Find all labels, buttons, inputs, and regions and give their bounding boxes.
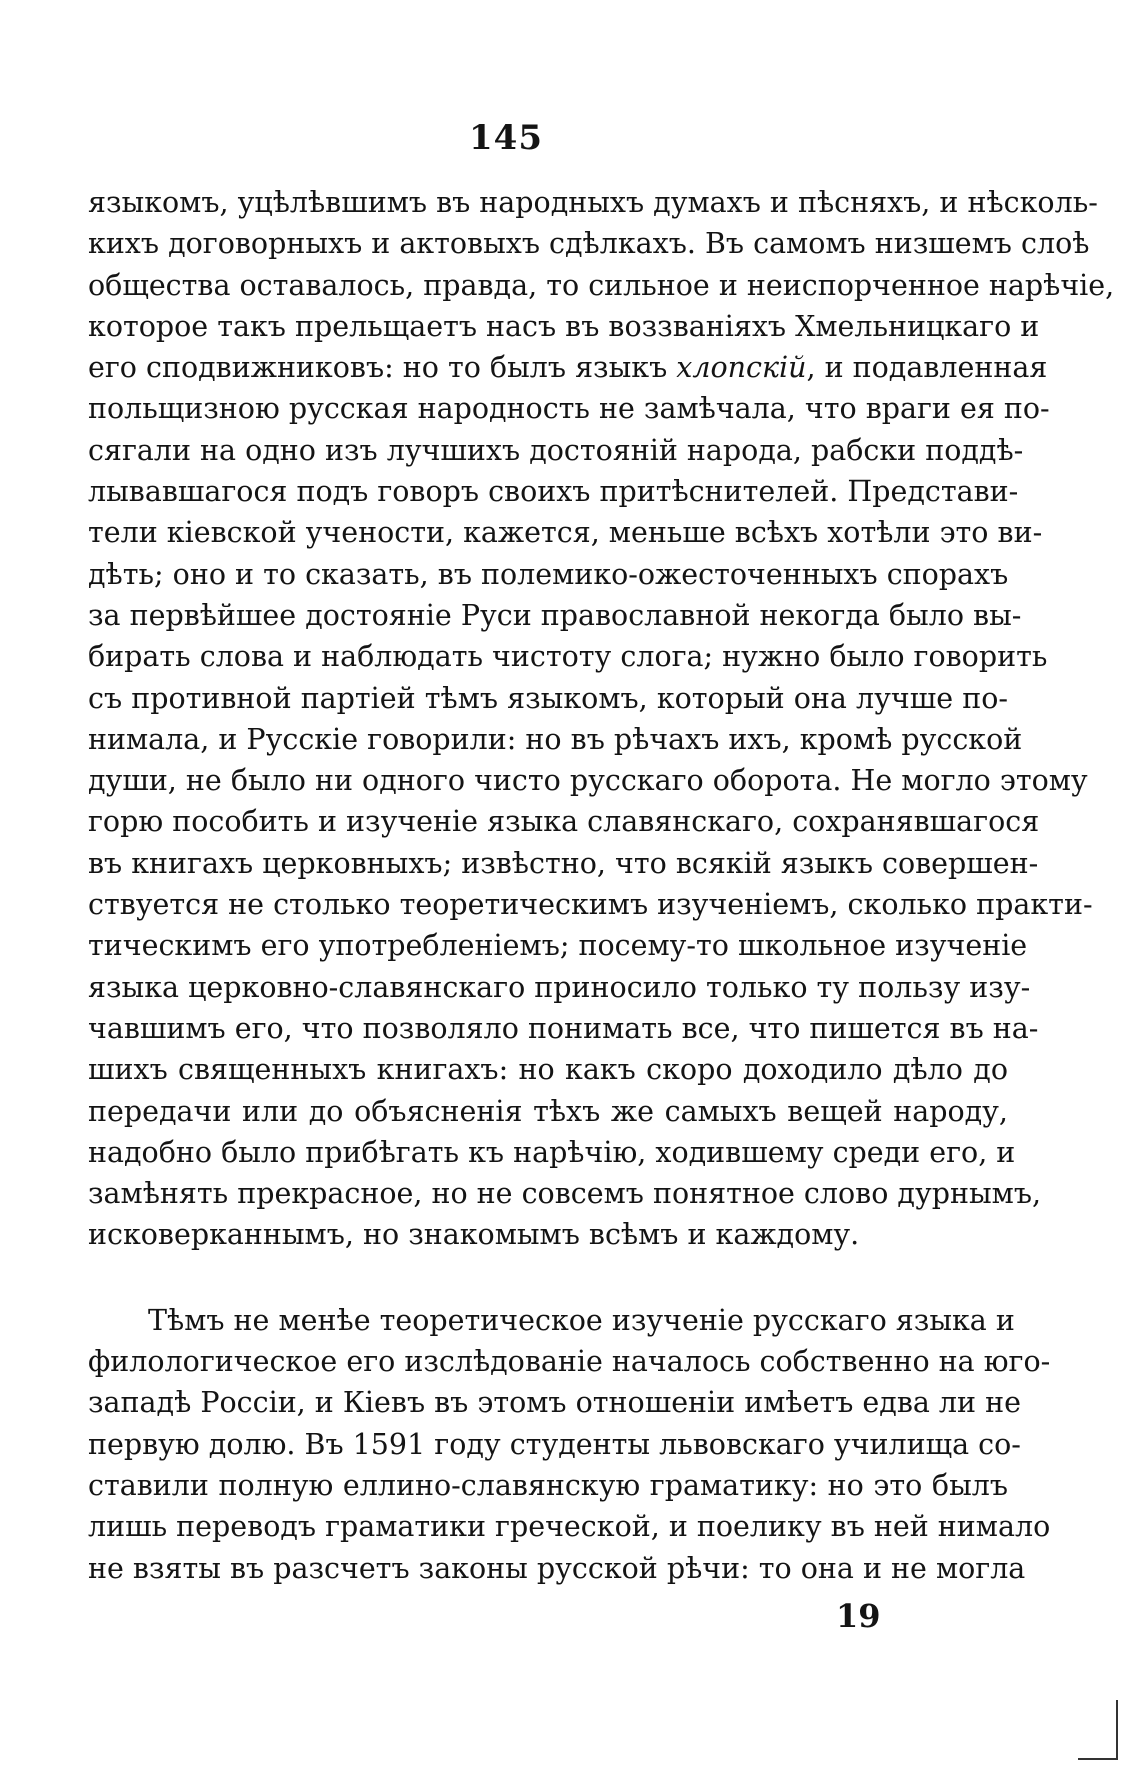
text-line: не взяты въ разсчетъ законы русской рѣчи: то она и не могла xyxy=(88,1551,1026,1585)
paragraph-2 xyxy=(88,1300,1051,1589)
text-line: польщизною русская народность не замѣчала, что враги ея по- xyxy=(88,392,1050,426)
text-line: горю пособить и изученіе языка славянскаго, сохранявшагося xyxy=(88,805,1040,839)
text-line: тическимъ его употребленіемъ; посему-то школьное изученіе xyxy=(88,929,1028,963)
text-line: надобно было прибѣгать къ нарѣчію, ходившему среди его, и xyxy=(88,1135,1016,1169)
text-line: передачи или до объясненія тѣхъ же самыхъ вещей народу, xyxy=(88,1094,1008,1128)
text-line: его сподвижниковъ: но то былъ языкъ хлопскій, и подавленная xyxy=(88,351,1048,385)
text-line: лишь переводъ граматики греческой, и поелику въ ней нимало xyxy=(88,1510,1051,1544)
text-line: первую долю. Въ 1591 году студенты львовскаго училища со- xyxy=(88,1427,1021,1461)
text-line: нимала, и Русскіе говорили: но въ рѣчахъ ихъ, кромѣ русской xyxy=(88,722,1023,756)
page-edge-mark xyxy=(1116,1700,1118,1760)
text-line: чавшимъ его, что позволяло понимать все, что пишется въ на- xyxy=(88,1011,1039,1045)
text-line: Тѣмъ не менѣе теоретическое изученіе русскаго языка и xyxy=(148,1303,1015,1337)
text-line: ствуется не столько теоретическимъ изученіемъ, сколько практи- xyxy=(88,888,1093,922)
text-line: лывавшагося подъ говоръ своихъ притѣснителей. Представи- xyxy=(88,475,1019,509)
text-line: тели кіевской учености, кажется, меньше всѣхъ хотѣли это ви- xyxy=(88,516,1043,550)
text-line: ставили полную еллино-славянскую граматику: но это былъ xyxy=(88,1468,1008,1502)
text-line: исковерканнымъ, но знакомымъ всѣмъ и каждому. xyxy=(88,1218,860,1252)
italic-word: хлопскій xyxy=(676,351,807,385)
text-line: въ книгахъ церковныхъ; извѣстно, что всякій языкъ совершен- xyxy=(88,846,1039,880)
text-line: кихъ договорныхъ и актовыхъ сдѣлкахъ. Въ самомъ низшемъ слоѣ xyxy=(88,227,1090,261)
text-line: языка церковно-славянскаго приносило только ту пользу изу- xyxy=(88,970,1031,1004)
text-line: души, не было ни одного чисто русскаго оборота. Не могло этому xyxy=(88,764,1088,798)
text-line: шихъ священныхъ книгахъ: но какъ скоро доходило дѣло до xyxy=(88,1053,1008,1087)
text-line: сягали на одно изъ лучшихъ достояній народа, рабски поддѣ- xyxy=(88,433,1024,467)
text-line: филологическое его изслѣдованіе началось собственно на юго- xyxy=(88,1345,1051,1379)
paragraph-1 xyxy=(88,182,1115,1256)
text-line: дѣть; оно и то сказать, въ полемико-ожесточенныхъ спорахъ xyxy=(88,557,1009,591)
page-number: 145 xyxy=(469,118,543,158)
text-line: западѣ Россіи, и Кіевъ въ этомъ отношеніи имѣетъ едва ли не xyxy=(88,1386,1021,1420)
text-line: которое такъ прельщаетъ насъ въ воззваніяхъ Хмельницкаго и xyxy=(88,309,1040,343)
body-text xyxy=(88,182,1115,1589)
text-line: замѣнять прекрасное, но не совсемъ понятное слово дурнымъ, xyxy=(88,1177,1042,1211)
text-line: бирать слова и наблюдать чистоту слога; нужно было говорить xyxy=(88,640,1048,674)
printer-signature-mark: 19 xyxy=(836,1597,881,1635)
text-line: языкомъ, уцѣлѣвшимъ въ народныхъ думахъ и пѣсняхъ, и нѣсколь- xyxy=(88,186,1098,219)
text-line: съ противной партіей тѣмъ языкомъ, который она лучше по- xyxy=(88,681,1008,715)
text-line: за первѣйшее достояніе Руси православной некогда было вы- xyxy=(88,598,1022,632)
text-line: общества оставалось, правда, то сильное и неиспорченное нарѣчіе, xyxy=(88,268,1115,302)
page-edge-mark-bottom xyxy=(1078,1758,1118,1760)
